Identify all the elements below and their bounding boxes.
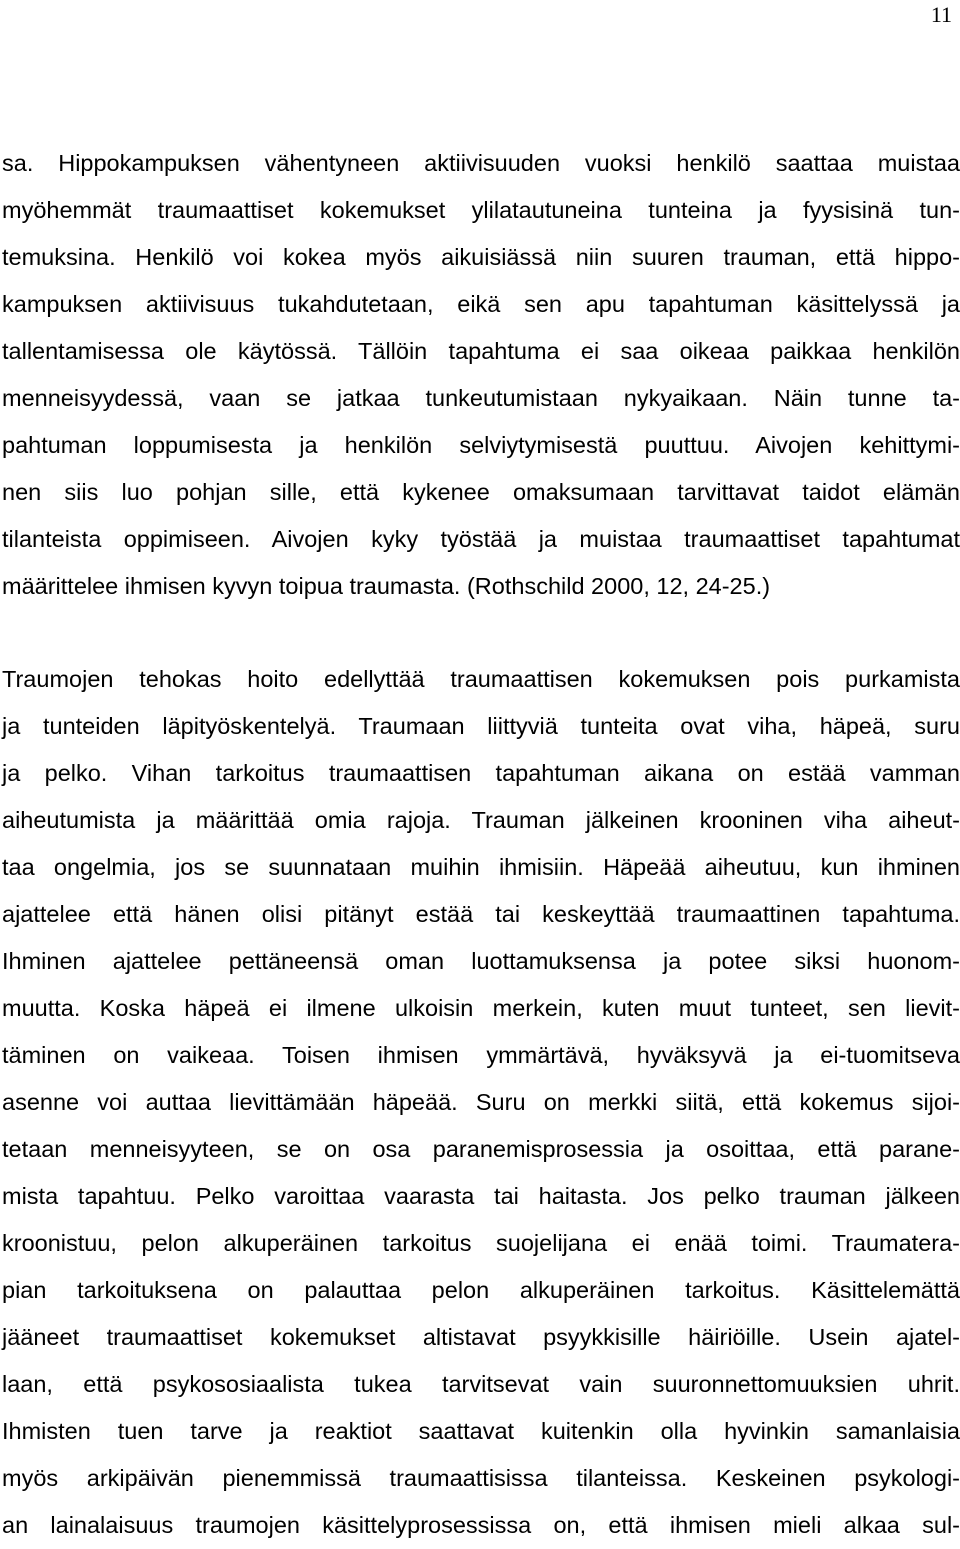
- text-line: temuksina. Henkilö voi kokea myös aikuisiässä niin suuren trauman, että hippo-: [2, 244, 960, 270]
- text-line: kampuksen aktiivisuus tukahdutetaan, eikä sen apu tapahtuman käsittelyssä ja: [2, 291, 960, 317]
- text-line: Traumojen tehokas hoito edellyttää traumaattisen kokemuksen pois purkamista: [2, 666, 960, 692]
- text-line: muutta. Koska häpeä ei ilmene ulkoisin merkein, kuten muut tunteet, sen lievit-: [2, 995, 960, 1021]
- text-line: laan, että psykososiaalista tukea tarvitsevat vain suuronnettomuuksien uhrit.: [2, 1371, 960, 1397]
- text-line: sa. Hippokampuksen vähentyneen aktiivisuuden vuoksi henkilö saattaa muistaa: [2, 150, 960, 176]
- text-line: aiheutumista ja määrittää omia rajoja. Trauman jälkeinen krooninen viha aiheut-: [2, 807, 960, 833]
- text-line: nen siis luo pohjan sille, että kykenee omaksumaan tarvittavat taidot elämän: [2, 479, 960, 505]
- text-line: tallentamisessa ole käytössä. Tällöin tapahtuma ei saa oikeaa paikkaa henkilön: [2, 338, 960, 364]
- text-line: taa ongelmia, jos se suunnataan muihin ihmisiin. Häpeää aiheutuu, kun ihminen: [2, 854, 960, 880]
- text-line: täminen on vaikeaa. Toisen ihmisen ymmärtävä, hyväksyvä ja ei-tuomitseva: [2, 1042, 960, 1068]
- text-line: tilanteista oppimiseen. Aivojen kyky työstää ja muistaa traumaattiset tapahtumat: [2, 526, 960, 552]
- text-line: ja tunteiden läpityöskentelyä. Traumaan liittyviä tunteita ovat viha, häpeä, suru: [2, 713, 960, 739]
- text-line: an lainalaisuus traumojen käsittelyprosessissa on, että ihmisen mieli alkaa sul-: [2, 1512, 960, 1538]
- text-line: ajattelee että hänen olisi pitänyt estää tai keskeyttää traumaattinen tapahtuma.: [2, 901, 960, 927]
- text-line: Ihmisten tuen tarve ja reaktiot saattavat kuitenkin olla hyvinkin samanlaisia: [2, 1418, 960, 1444]
- paragraph-2: [2, 656, 960, 1549]
- text-line: pian tarkoituksena on palauttaa pelon alkuperäinen tarkoitus. Käsittelemättä: [2, 1277, 960, 1303]
- text-line: menneisyydessä, vaan se jatkaa tunkeutumistaan nykyaikaan. Näin tunne ta-: [2, 385, 960, 411]
- text-line: Ihminen ajattelee pettäneensä oman luottamuksensa ja potee siksi huonom-: [2, 948, 960, 974]
- text-line: myöhemmät traumaattiset kokemukset ylilatautuneina tunteina ja fyysisinä tun-: [2, 197, 960, 223]
- page-number: 11: [930, 2, 952, 27]
- paragraph-1: [2, 140, 960, 610]
- text-line: tetaan menneisyyteen, se on osa paranemisprosessia ja osoittaa, että parane-: [2, 1136, 960, 1162]
- text-line: jääneet traumaattiset kokemukset altistavat psyykkisille häiriöille. Usein ajatel-: [2, 1324, 960, 1350]
- text-line: asenne voi auttaa lievittämään häpeää. Suru on merkki siitä, että kokemus sijoi-: [2, 1089, 960, 1115]
- text-line: kroonistuu, pelon alkuperäinen tarkoitus suojelijana ei enää toimi. Traumatera-: [2, 1230, 960, 1256]
- text-line: myös arkipäivän pienemmissä traumaattisissa tilanteissa. Keskeinen psykologi-: [2, 1465, 960, 1491]
- text-line: ja pelko. Vihan tarkoitus traumaattisen tapahtuman aikana on estää vamman: [2, 760, 960, 786]
- text-line: pahtuman loppumisesta ja henkilön selviytymisestä puuttuu. Aivojen kehittymi-: [2, 432, 960, 458]
- text-line: määrittelee ihmisen kyvyn toipua traumasta. (Rothschild 2000, 12, 24-25.): [2, 573, 771, 599]
- text-line: mista tapahtuu. Pelko varoittaa vaarasta tai haitasta. Jos pelko trauman jälkeen: [2, 1183, 960, 1209]
